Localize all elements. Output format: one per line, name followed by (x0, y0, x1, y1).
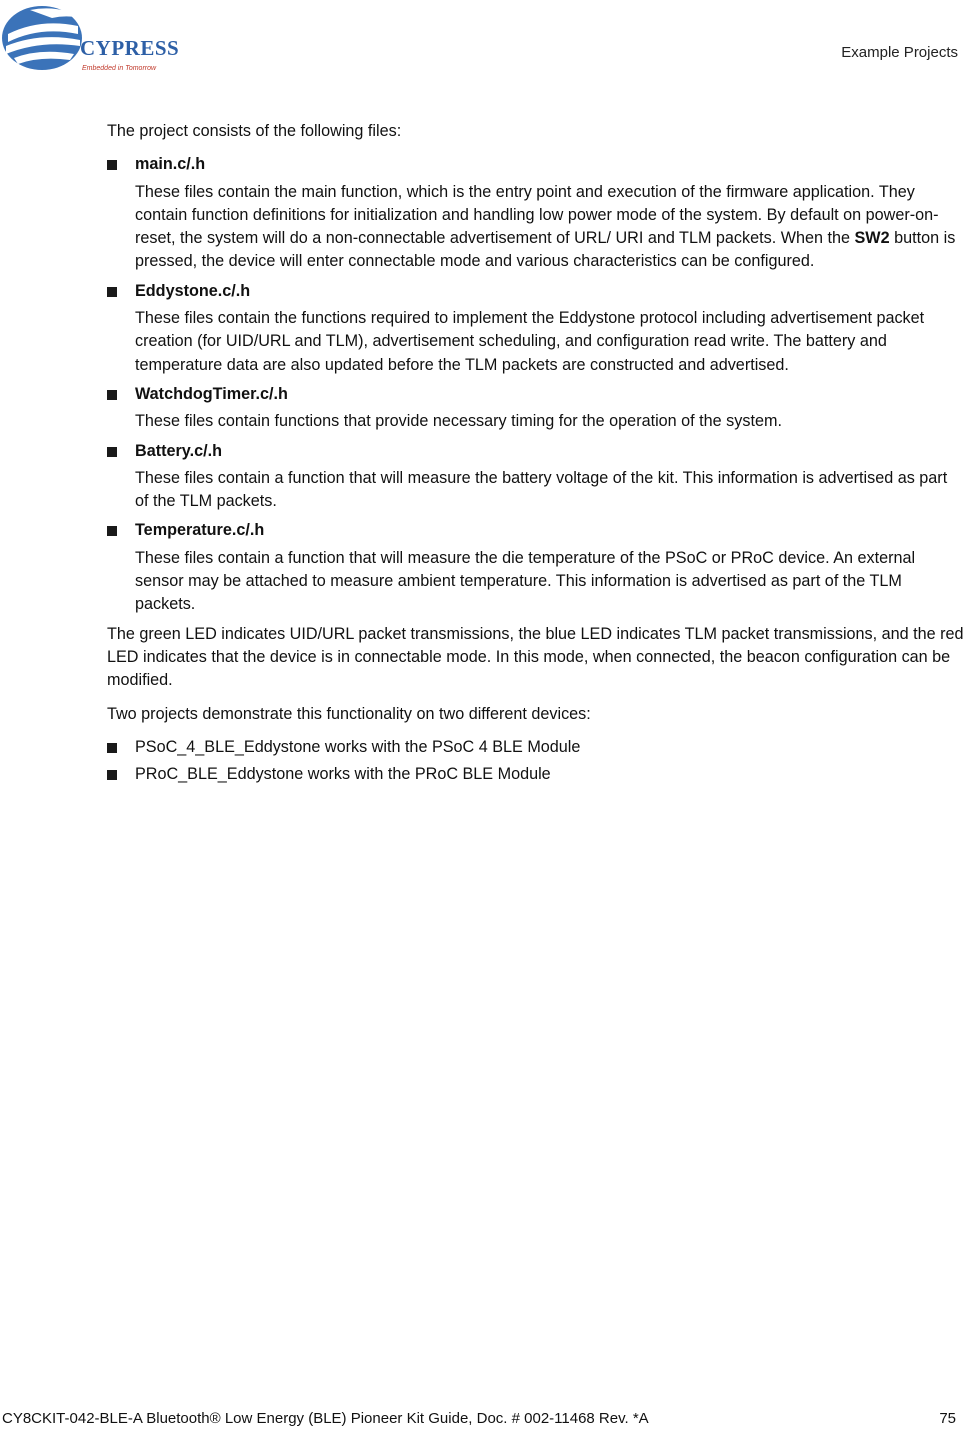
file-description-text: These files contain the main function, which is the entry point and execution of the firmware application. They contain function definitions for initialization and handling low power mode of the system. By default on power-on-reset, the system will do a non-connectable advertisement of URL/ URI and TLM packets. When the (135, 182, 939, 248)
file-name: Temperature.c/.h (135, 521, 265, 540)
file-item-battery (107, 440, 964, 463)
logo-text: CYPRESS (80, 36, 180, 60)
led-paragraph: The green LED indicates UID/URL packet transmissions, the blue LED indicates TLM packet transmissions, and the red LED indicates that the device is in connectable mode. In this mode, when connected, the beacon configuration can be modified. (107, 624, 964, 690)
file-description (135, 181, 964, 274)
bullet-icon (107, 447, 117, 457)
project-item (107, 736, 964, 759)
bullet-icon (107, 526, 117, 536)
file-name: Battery.c/.h (135, 441, 222, 460)
bullet-icon (107, 160, 117, 170)
bullet-icon (107, 390, 117, 400)
page-number: 75 (939, 1410, 956, 1427)
file-item-watchdog (107, 383, 964, 406)
cypress-logo (0, 0, 190, 80)
file-description: These files contain a function that will measure the die temperature of the PSoC or PRoC device. An external sensor may be attached to measure ambient temperature. This information is advertised as part of the TLM packets. (135, 548, 916, 614)
bullet-icon (107, 770, 117, 780)
file-description: These files contain functions that provide necessary timing for the operation of the system. (135, 412, 782, 431)
logo-tagline: Embedded in Tomorrow (82, 65, 157, 72)
file-name: Eddystone.c/.h (135, 281, 251, 300)
intro-text: The project consists of the following files: (107, 122, 402, 140)
section-title: Example Projects (841, 44, 958, 61)
file-item-eddystone (107, 280, 964, 303)
project-text: PRoC_BLE_Eddystone works with the PRoC BLE Module (135, 765, 551, 784)
file-description: These files contain the functions required to implement the Eddystone protocol including advertisement packet creation (for UID/URL and TLM), advertisement scheduling, and configuration read write. The battery and temperature data are also updated before the TLM packets are constructed and advertised. (135, 309, 925, 374)
page-body (107, 120, 964, 790)
file-description-text: button is pressed, the device will enter connectable mode and various characteristics can be configured. (135, 229, 956, 271)
footer-doc-title: CY8CKIT-042-BLE-A Bluetooth® Low Energy (BLE) Pioneer Kit Guide, Doc. # 002-11468 Rev. *A (2, 1410, 649, 1427)
file-name: main.c/.h (135, 155, 206, 174)
sw2-label: SW2 (854, 229, 890, 248)
project-item (107, 763, 964, 786)
file-item-temperature (107, 519, 964, 542)
file-item-main (107, 153, 964, 176)
projects-intro: Two projects demonstrate this functionality on two different devices: (107, 704, 591, 723)
file-name: WatchdogTimer.c/.h (135, 384, 288, 403)
project-text: PSoC_4_BLE_Eddystone works with the PSoC 4 BLE Module (135, 737, 581, 756)
bullet-icon (107, 743, 117, 753)
file-description: These files contain a function that will measure the battery voltage of the kit. This information is advertised as part of the TLM packets. (135, 468, 948, 511)
bullet-icon (107, 287, 117, 297)
